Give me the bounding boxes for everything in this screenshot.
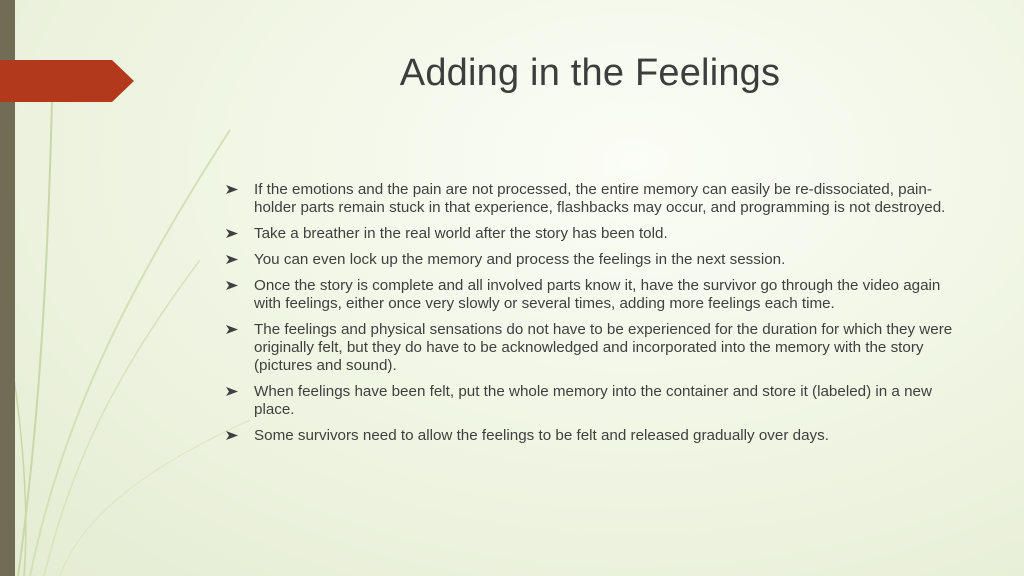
slide-title: Adding in the Feelings — [399, 52, 781, 94]
arrowhead-bullet-icon — [226, 430, 238, 441]
bullet-text: Once the story is complete and all involved parts know it, have the survivor go through the video again with feelings, either once very slowly or several times, adding more feelings each time. — [254, 277, 941, 312]
arrowhead-bullet-icon — [226, 184, 238, 195]
bullet-list — [226, 181, 966, 453]
arrowhead-bullet-icon — [226, 228, 238, 239]
bullet-item — [226, 225, 966, 243]
arrowhead-bullet-icon — [226, 386, 238, 397]
bullet-text: If the emotions and the pain are not processed, the entire memory can easily be re-dissociated, pain-holder parts remain stuck in that experience, flashbacks may occur, and programming is not destroyed. — [254, 181, 946, 216]
bullet-item — [226, 277, 966, 313]
bullet-text: Take a breather in the real world after the story has been told. — [254, 225, 668, 242]
arrowhead-bullet-icon — [226, 254, 238, 265]
bullet-text: Some survivors need to allow the feelings to be felt and released gradually over days. — [254, 427, 829, 444]
arrowhead-bullet-icon — [226, 324, 238, 335]
bullet-text: When feelings have been felt, put the whole memory into the container and store it (labeled) in a new place. — [254, 383, 932, 418]
accent-arrow-tab — [0, 60, 134, 102]
bullet-item — [226, 251, 966, 269]
bullet-item — [226, 181, 966, 217]
bullet-item — [226, 321, 966, 375]
bullet-item — [226, 427, 966, 445]
arrowhead-bullet-icon — [226, 280, 238, 291]
bullet-item — [226, 383, 966, 419]
bullet-text: The feelings and physical sensations do not have to be experienced for the duration for which they were originally felt, but they do have to be acknowledged and incorporated into the memory with the story (pictures and sound). — [254, 321, 953, 374]
bullet-text: You can even lock up the memory and process the feelings in the next session. — [254, 251, 786, 268]
